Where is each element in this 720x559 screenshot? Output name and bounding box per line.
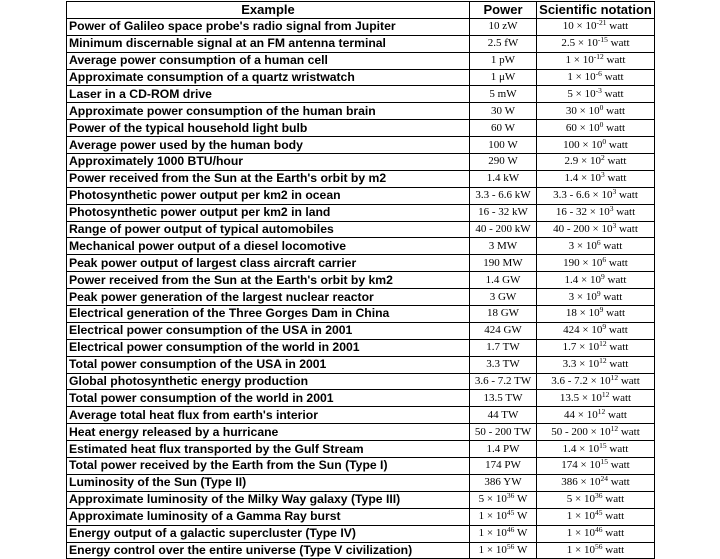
scientific-notation-cell: $174 \times 10^{15}$ watt — [537, 458, 655, 475]
scientific-notation-cell: $18 \times 10^9$ watt — [537, 306, 655, 323]
power-cell: 40 - 200 kW — [470, 221, 537, 238]
power-cell: 18 GW — [470, 306, 537, 323]
example-cell: Laser in a CD-ROM drive — [67, 86, 470, 103]
example-cell: Luminosity of the Sun (Type II) — [67, 474, 470, 491]
scientific-notation-cell: $386 \times 10^{24}$ watt — [537, 474, 655, 491]
table-row — [67, 356, 655, 373]
scientific-notation-cell: $5 \times 10^{-3}$ watt — [537, 86, 655, 103]
power-cell: 1.4 kW — [470, 170, 537, 187]
header-row — [67, 2, 655, 19]
table-row — [67, 458, 655, 475]
scientific-notation-cell: $424 \times 10^9$ watt — [537, 322, 655, 339]
table-row — [67, 322, 655, 339]
power-cell: 60 W — [470, 120, 537, 137]
table-row — [67, 187, 655, 204]
power-cell: 290 W — [470, 154, 537, 171]
example-cell: Global photosynthetic energy production — [67, 373, 470, 390]
power-cell: 1 μW — [470, 69, 537, 86]
scientific-notation-cell: $3 \times 10^9$ watt — [537, 289, 655, 306]
example-cell: Energy output of a galactic supercluster (Type IV) — [67, 525, 470, 542]
power-cell: 190 MW — [470, 255, 537, 272]
example-cell: Approximate luminosity of the Milky Way galaxy (Type III) — [67, 491, 470, 508]
power-cell: 50 - 200 TW — [470, 424, 537, 441]
example-cell: Average total heat flux from earth's interior — [67, 407, 470, 424]
table-row — [67, 52, 655, 69]
example-cell: Power of the typical household light bulb — [67, 120, 470, 137]
example-cell: Power received from the Sun at the Earth's orbit by km2 — [67, 272, 470, 289]
power-cell: 13.5 TW — [470, 390, 537, 407]
scientific-notation-cell: $10 \times 10^{-21}$ watt — [537, 18, 655, 35]
table-row — [67, 35, 655, 52]
example-cell: Power of Galileo space probe's radio signal from Jupiter — [67, 18, 470, 35]
scientific-notation-cell: $1.4 \times 10^{15}$ watt — [537, 441, 655, 458]
table-row — [67, 255, 655, 272]
power-cell: 5 mW — [470, 86, 537, 103]
power-cell: 1.7 TW — [470, 339, 537, 356]
table-row — [67, 238, 655, 255]
scientific-notation-cell: $30 \times 10^0$ watt — [537, 103, 655, 120]
power-cell: 174 PW — [470, 458, 537, 475]
scientific-notation-cell: $2.9 \times 10^2$ watt — [537, 154, 655, 171]
header-power: Power — [470, 2, 537, 19]
table-row — [67, 474, 655, 491]
table-row — [67, 137, 655, 154]
power-cell: 1.4 PW — [470, 441, 537, 458]
table-row — [67, 18, 655, 35]
scientific-notation-cell: $190 \times 10^6$ watt — [537, 255, 655, 272]
table-row — [67, 339, 655, 356]
example-cell: Total power received by the Earth from the Sun (Type I) — [67, 458, 470, 475]
example-cell: Average power consumption of a human cell — [67, 52, 470, 69]
scientific-notation-cell: $3 \times 10^6$ watt — [537, 238, 655, 255]
table-row — [67, 525, 655, 542]
scientific-notation-cell: $1.7 \times 10^{12}$ watt — [537, 339, 655, 356]
power-cell: $1 \times 10^{46}$ W — [470, 525, 537, 542]
table-row — [67, 289, 655, 306]
scientific-notation-cell: $3.3 - 6.6 \times 10^3$ watt — [537, 187, 655, 204]
scientific-notation-cell: $100 \times 10^0$ watt — [537, 137, 655, 154]
table-row — [67, 390, 655, 407]
scientific-notation-cell: $40 - 200 \times 10^3$ watt — [537, 221, 655, 238]
power-cell: 1 pW — [470, 52, 537, 69]
example-cell: Photosynthetic power output per km2 in ocean — [67, 187, 470, 204]
scientific-notation-cell: $1 \times 10^{-12}$ watt — [537, 52, 655, 69]
example-cell: Approximately 1000 BTU/hour — [67, 154, 470, 171]
table-row — [67, 491, 655, 508]
scientific-notation-cell: $1 \times 10^{45}$ watt — [537, 508, 655, 525]
power-cell: 3 MW — [470, 238, 537, 255]
table-row — [67, 170, 655, 187]
example-cell: Total power consumption of the world in 2001 — [67, 390, 470, 407]
table-row — [67, 542, 655, 559]
power-cell: $1 \times 10^{56}$ W — [470, 542, 537, 559]
scientific-notation-cell: $1.4 \times 10^3$ watt — [537, 170, 655, 187]
table-row — [67, 508, 655, 525]
power-cell: 2.5 fW — [470, 35, 537, 52]
table-row — [67, 120, 655, 137]
example-cell: Approximate power consumption of the human brain — [67, 103, 470, 120]
power-cell: 386 YW — [470, 474, 537, 491]
power-cell: 100 W — [470, 137, 537, 154]
scientific-notation-cell: $1 \times 10^{-6}$ watt — [537, 69, 655, 86]
header-scientific-notation: Scientific notation — [537, 2, 655, 19]
power-cell: 44 TW — [470, 407, 537, 424]
scientific-notation-cell: $5 \times 10^{36}$ watt — [537, 491, 655, 508]
scientific-notation-cell: $1 \times 10^{46}$ watt — [537, 525, 655, 542]
example-cell: Estimated heat flux transported by the Gulf Stream — [67, 441, 470, 458]
example-cell: Average power used by the human body — [67, 137, 470, 154]
example-cell: Peak power output of largest class aircraft carrier — [67, 255, 470, 272]
example-cell: Electrical power consumption of the world in 2001 — [67, 339, 470, 356]
power-cell: 3.6 - 7.2 TW — [470, 373, 537, 390]
power-cell: 3.3 - 6.6 kW — [470, 187, 537, 204]
scientific-notation-cell: $13.5 \times 10^{12}$ watt — [537, 390, 655, 407]
table-row — [67, 69, 655, 86]
table-row — [67, 86, 655, 103]
example-cell: Power received from the Sun at the Earth's orbit by m2 — [67, 170, 470, 187]
power-cell: $1 \times 10^{45}$ W — [470, 508, 537, 525]
example-cell: Electrical power consumption of the USA in 2001 — [67, 322, 470, 339]
example-cell: Total power consumption of the USA in 2001 — [67, 356, 470, 373]
scientific-notation-cell: $50 - 200 \times 10^{12}$ watt — [537, 424, 655, 441]
scientific-notation-cell: $3.3 \times 10^{12}$ watt — [537, 356, 655, 373]
scientific-notation-cell: $60 \times 10^0$ watt — [537, 120, 655, 137]
example-cell: Photosynthetic power output per km2 in land — [67, 204, 470, 221]
example-cell: Range of power output of typical automobiles — [67, 221, 470, 238]
example-cell: Approximate consumption of a quartz wristwatch — [67, 69, 470, 86]
scientific-notation-cell: $2.5 \times 10^{-15}$ watt — [537, 35, 655, 52]
table-row — [67, 441, 655, 458]
power-cell: $5 \times 10^{36}$ W — [470, 491, 537, 508]
table-row — [67, 272, 655, 289]
table-row — [67, 373, 655, 390]
example-cell: Peak power generation of the largest nuclear reactor — [67, 289, 470, 306]
table-row — [67, 407, 655, 424]
table-row — [67, 306, 655, 323]
example-cell: Minimum discernable signal at an FM antenna terminal — [67, 35, 470, 52]
scientific-notation-cell: $1.4 \times 10^9$ watt — [537, 272, 655, 289]
example-cell: Approximate luminosity of a Gamma Ray burst — [67, 508, 470, 525]
table-row — [67, 103, 655, 120]
table-row — [67, 204, 655, 221]
power-cell: 1.4 GW — [470, 272, 537, 289]
power-cell: 3.3 TW — [470, 356, 537, 373]
example-cell: Heat energy released by a hurricane — [67, 424, 470, 441]
example-cell: Electrical generation of the Three Gorges Dam in China — [67, 306, 470, 323]
scientific-notation-cell: $3.6 - 7.2 \times 10^{12}$ watt — [537, 373, 655, 390]
power-table — [66, 1, 655, 559]
example-cell: Mechanical power output of a diesel locomotive — [67, 238, 470, 255]
scientific-notation-cell: $16 - 32 \times 10^3$ watt — [537, 204, 655, 221]
power-cell: 30 W — [470, 103, 537, 120]
power-cell: 424 GW — [470, 322, 537, 339]
scientific-notation-cell: $1 \times 10^{56}$ watt — [537, 542, 655, 559]
table-row — [67, 424, 655, 441]
table-row — [67, 221, 655, 238]
example-cell: Energy control over the entire universe (Type V civilization) — [67, 542, 470, 559]
power-cell: 16 - 32 kW — [470, 204, 537, 221]
power-cell: 3 GW — [470, 289, 537, 306]
header-example: Example — [67, 2, 470, 19]
scientific-notation-cell: $44 \times 10^{12}$ watt — [537, 407, 655, 424]
power-cell: 10 zW — [470, 18, 537, 35]
table-row — [67, 154, 655, 171]
